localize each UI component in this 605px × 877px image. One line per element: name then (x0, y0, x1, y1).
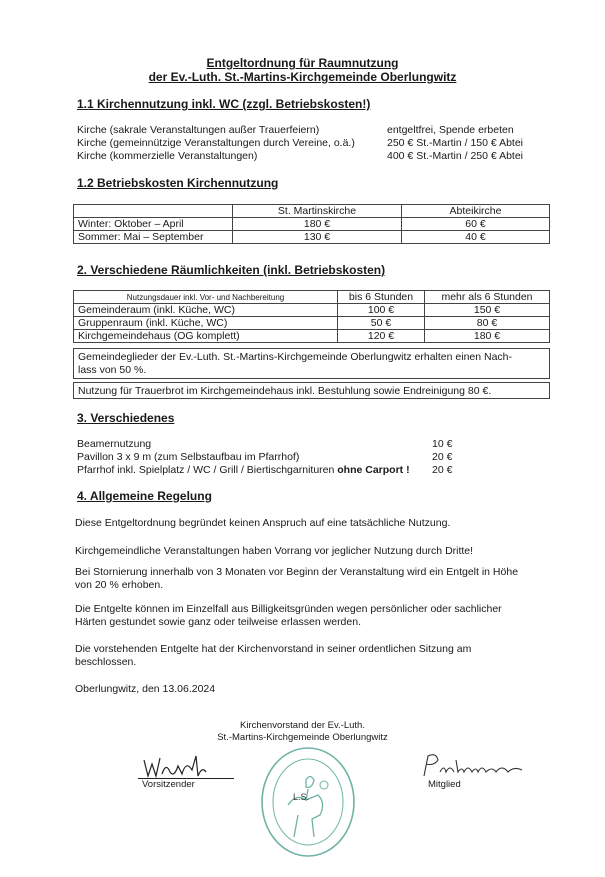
rule-paragraph-4 (75, 603, 502, 629)
church-seal-icon (258, 745, 358, 860)
note-line: lass von 50 %. (78, 364, 147, 376)
doc-title-line2: der Ev.-Luth. St.-Martins-Kirchgemeinde Oberlungwitz (148, 70, 457, 84)
note-line: Gemeindeglieder der Ev.-Luth. St.-Martins-Kirchgemeinde Oberlungwitz erhalten einen Nach- (78, 351, 513, 363)
table-cell: St. Martinskirche (233, 205, 402, 218)
rule-paragraph-3 (75, 566, 518, 592)
board-line-1: Kirchenvorstand der Ev.-Luth. (240, 720, 365, 731)
s1-row1-label: Kirche (sakrale Veranstaltungen außer Trauerfeiern) (77, 124, 320, 136)
paragraph-line: Die Entgelte können im Einzelfall aus Billigkeitsgründen wegen persönlicher oder sachlicher (75, 603, 502, 615)
table-cell: 80 € (425, 317, 550, 330)
member-discount-note (73, 348, 550, 379)
s3-row1-label: Beamernutzung (77, 438, 152, 450)
table-cell: 60 € (402, 218, 550, 231)
table-cell: Gemeinderaum (inkl. Küche, WC) (74, 304, 338, 317)
table-cell: Sommer: Mai – September (74, 231, 233, 244)
seal-initials: L.S. (293, 792, 310, 802)
s3-row1-price: 10 € (432, 438, 453, 450)
paragraph-line: beschlossen. (75, 656, 137, 668)
table-cell: 150 € (425, 304, 550, 317)
s1-row3-price: 400 € St.-Martin / 250 € Abtei (387, 150, 523, 162)
s1-row2-label: Kirche (gemeinnützige Veranstaltungen durch Vereine, o.ä.) (77, 137, 355, 149)
table-cell: bis 6 Stunden (338, 291, 425, 304)
table-row (74, 317, 550, 330)
rule-paragraph-5 (75, 643, 471, 669)
table-header-row (74, 205, 550, 218)
board-line-2: St.-Martins-Kirchgemeinde Oberlungwitz (217, 732, 388, 743)
table-cell: Gruppenraum (inkl. Küche, WC) (74, 317, 338, 330)
paragraph-line: Bei Stornierung innerhalb von 3 Monaten vor Beginn der Veranstaltung wird ein Entgelt in Höhe (75, 566, 519, 578)
table-header-row (74, 291, 550, 304)
place-and-date: Oberlungwitz, den 13.06.2024 (75, 683, 216, 695)
paragraph-line: Die vorstehenden Entgelte hat der Kirchenvorstand in seiner ordentlichen Sitzung am (75, 643, 472, 655)
section-4-heading: 4. Allgemeine Regelung (77, 489, 212, 503)
paragraph-line: von 20 % erhoben. (75, 579, 164, 591)
table-row (74, 330, 550, 343)
s3-row3-text: Pfarrhof inkl. Spielplatz / WC / Grill / Biertischgarnituren (77, 464, 338, 476)
s3-row3-label (77, 464, 410, 476)
table-cell: Kirchgemeindehaus (OG komplett) (74, 330, 338, 343)
table-cell: Winter: Oktober – April (74, 218, 233, 231)
operating-costs-table (73, 204, 550, 244)
member-signature-icon (418, 750, 528, 780)
section-2-heading: 2. Verschiedene Räumlichkeiten (inkl. Betriebskosten) (77, 263, 386, 277)
member-role: Mitglied (428, 779, 461, 790)
table-cell: 40 € (402, 231, 550, 244)
table-cell: 180 € (233, 218, 402, 231)
table-cell: 120 € (338, 330, 425, 343)
table-cell: 130 € (233, 231, 402, 244)
table-cell: 180 € (425, 330, 550, 343)
s1-row1-price: entgeltfrei, Spende erbeten (387, 124, 514, 136)
table-cell: Nutzungsdauer inkl. Vor- und Nachbereitung (74, 291, 338, 304)
s3-row3-bold: ohne Carport ! (337, 464, 410, 476)
table-cell (74, 205, 233, 218)
rule-paragraph-2: Kirchgemeindliche Veranstaltungen haben Vorrang vor jeglicher Nutzung durch Dritte! (75, 545, 474, 557)
s3-row2-label: Pavillon 3 x 9 m (zum Selbstaufbau im Pfarrhof) (77, 451, 300, 463)
table-cell: 50 € (338, 317, 425, 330)
paragraph-line: Härten gestundet sowie ganz oder teilweise erlassen werden. (75, 616, 361, 628)
table-cell: Abteikirche (402, 205, 550, 218)
section-1-1-heading: 1.1 Kirchennutzung inkl. WC (zzgl. Betriebskosten!) (77, 97, 371, 111)
table-row (74, 218, 550, 231)
s3-row2-price: 20 € (432, 451, 453, 463)
doc-title-line1: Entgeltordnung für Raumnutzung (206, 56, 399, 70)
table-cell: mehr als 6 Stunden (425, 291, 550, 304)
s3-row3-price: 20 € (432, 464, 453, 476)
funeral-usage-note: Nutzung für Trauerbrot im Kirchgemeindehaus inkl. Bestuhlung sowie Endreinigung 80 €. (73, 382, 550, 399)
rooms-table (73, 290, 550, 343)
table-row (74, 231, 550, 244)
section-3-heading: 3. Verschiedenes (77, 411, 175, 425)
board-block (0, 720, 605, 744)
s1-row3-label: Kirche (kommerzielle Veranstaltungen) (77, 150, 258, 162)
table-row (74, 304, 550, 317)
chairman-role: Vorsitzender (142, 779, 195, 790)
section-1-2-heading: 1.2 Betriebskosten Kirchennutzung (77, 176, 279, 190)
rule-paragraph-1: Diese Entgeltordnung begründet keinen Anspruch auf eine tatsächliche Nutzung. (75, 517, 451, 529)
s1-row2-price: 250 € St.-Martin / 150 € Abtei (387, 137, 523, 149)
table-cell: 100 € (338, 304, 425, 317)
